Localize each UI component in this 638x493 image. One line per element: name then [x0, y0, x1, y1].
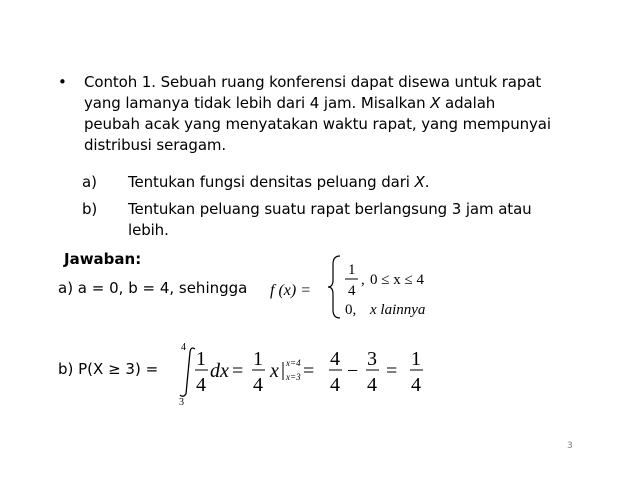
frac-denominator: 4 [348, 283, 356, 299]
page-number: 3 [567, 441, 573, 451]
answer-heading: Jawaban: [64, 250, 142, 268]
question-a-text: Tentukan fungsi densitas peluang dari X. [128, 173, 430, 191]
condition-2: x lainnya [370, 302, 426, 318]
frac4-num: 3 [367, 348, 377, 370]
problem-line: peubah acak yang menyatakan waktu rapat, yang mempunyai [84, 115, 551, 133]
frac4-den: 4 [367, 374, 377, 396]
case-2-value: 0, [345, 302, 357, 318]
question-a [82, 172, 602, 193]
question-b-marker: b) [82, 200, 98, 218]
answer-a-label: a) a = 0, b = 4, sehingga [58, 279, 248, 297]
equals-3: = [386, 360, 398, 382]
frac1-den: 4 [196, 374, 206, 396]
frac3-den: 4 [330, 374, 340, 396]
frac5-den: 4 [411, 374, 421, 396]
bullet-dot: • [58, 73, 67, 91]
condition-1: 0 ≤ x ≤ 4 [370, 272, 424, 288]
frac2-num: 1 [253, 348, 263, 370]
eval-upper: x=4 [286, 358, 301, 368]
comma: , [361, 272, 365, 288]
left-brace-icon [328, 256, 340, 318]
minus-sign: − [347, 360, 359, 382]
frac3-num: 4 [330, 348, 340, 370]
integral-upper-limit: 4 [181, 342, 186, 353]
integral-lower-limit: 3 [179, 397, 184, 408]
problem-text [84, 72, 598, 156]
dx: dx [210, 360, 229, 382]
frac1-num: 1 [196, 348, 206, 370]
equals-1: = [232, 360, 244, 382]
variable-x: x [270, 360, 279, 382]
problem-line [84, 93, 598, 114]
bullet-problem [58, 72, 598, 156]
question-b-text: lebih. [128, 221, 169, 239]
question-b-text: Tentukan peluang suatu rapat berlangsung 3 jam atau [128, 200, 532, 218]
func-label: f (x) = [270, 282, 311, 299]
integral-expression [170, 338, 440, 408]
frac5-num: 1 [411, 348, 421, 370]
problem-line-text: yang lamanya tidak lebih dari 4 jam. Misalkan X adalah [84, 94, 496, 112]
piecewise-function [258, 252, 448, 322]
frac2-den: 4 [253, 374, 263, 396]
equals-2: = [303, 360, 315, 382]
frac-numerator: 1 [348, 262, 356, 278]
integral-sign-icon [180, 348, 195, 396]
question-a-marker: a) [82, 173, 97, 191]
problem-line: Contoh 1. Sebuah ruang konferensi dapat disewa untuk rapat [84, 73, 542, 91]
problem-line: distribusi seragam. [84, 136, 227, 154]
eval-lower: x=3 [286, 372, 301, 382]
answer-b-label: b) P(X ≥ 3) = [58, 360, 159, 378]
question-b [82, 199, 602, 241]
